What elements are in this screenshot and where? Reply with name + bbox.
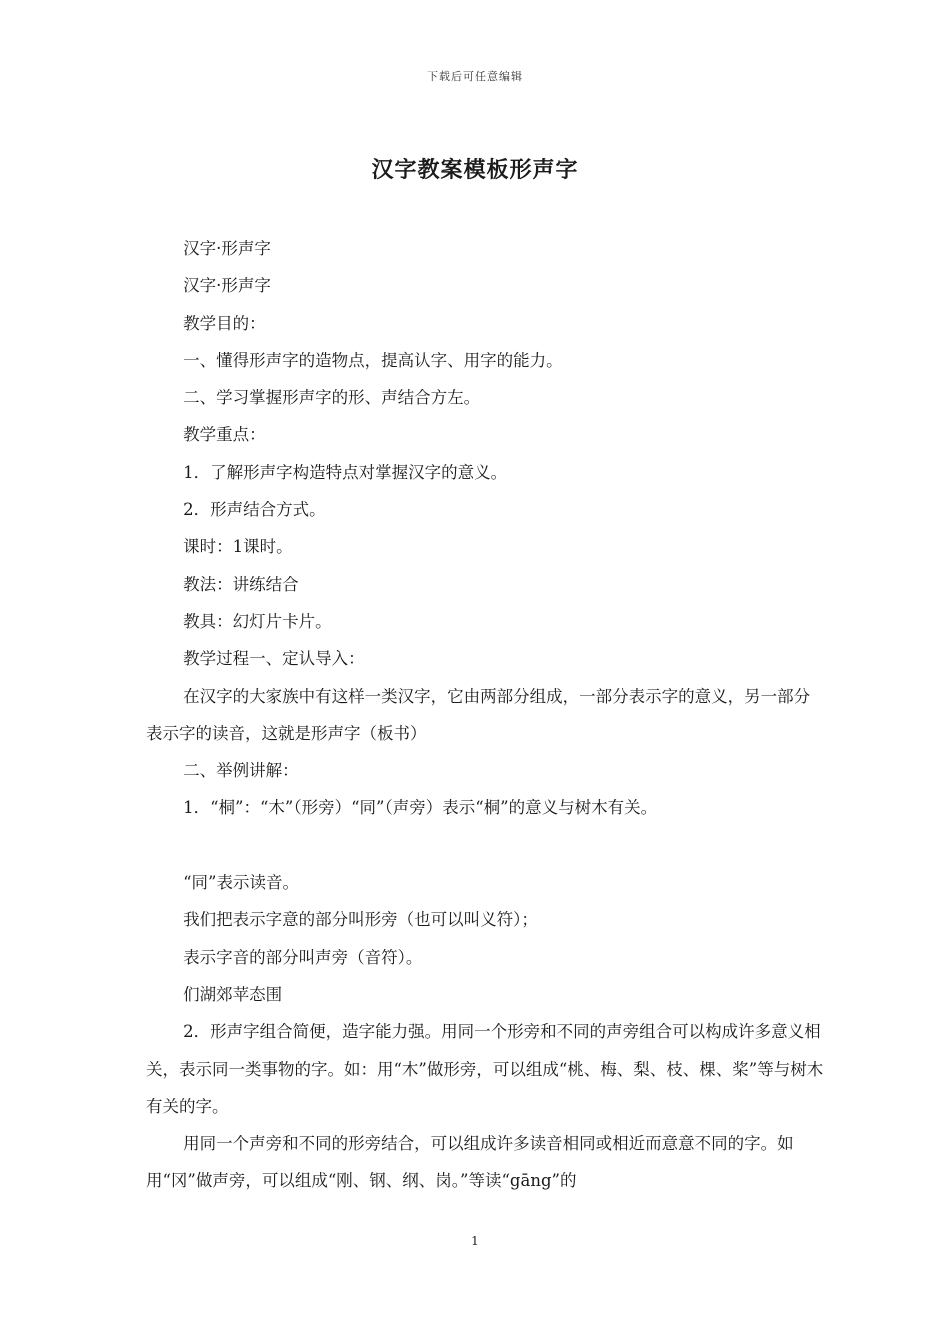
paragraph: 一、懂得形声字的造物点，提高认字、用字的能力。 [183,350,563,370]
paragraph: 2．形声结合方式。 [183,500,326,520]
paragraph: 1．“桐”：“木”（形旁）“同”（声旁）表示“桐”的意义与树木有关。 [183,798,658,818]
paragraph: 们湖郊苹态围 [183,984,283,1004]
paragraph: 二、学习掌握形声字的形、声结合方左。 [183,388,481,408]
paragraph: 汉字·形声字 [183,239,271,258]
paragraph: “同”表示读音。 [183,873,299,893]
paragraph: 课时：1课时。 [183,537,293,557]
paragraph: 二、举例讲解： [183,761,299,781]
document-title: 汉字教案模板形声字 [371,157,579,183]
paragraph: 教学重点： [183,425,266,445]
paragraph: 教学过程一、定认导入： [183,649,365,669]
paragraph: 汉字·形声字 [183,276,271,296]
paragraph: 教具：幻灯片卡片。 [183,611,332,631]
paragraph: 用同一个声旁和不同的形旁结合，可以组成许多读音相同或相近而意意不同的字。如用“冈”做声旁，可以组成“刚、钢、纲、岗。”等读“gāng”的 [146,1134,794,1191]
paragraph: 在汉字的大家族中有这样一类汉字，它由两部分组成，一部分表示字的意义，另一部分表示字的读音，这就是形声字（板书） [146,686,811,743]
document-body [146,230,826,1200]
page-number: 1 [471,1234,479,1248]
paragraph: 2．形声字组合简便，造字能力强。用同一个形旁和不同的声旁组合可以构成许多意义相关，表示同一类事物的字。如：用“木”做形旁，可以组成“桃、梅、梨、枝、棵、桨”等与树木有关的字。 [146,1022,824,1116]
paragraph: 教法：讲练结合 [183,574,299,594]
paragraph: 表示字音的部分叫声旁（音符）。 [183,947,423,967]
paragraph: 1．了解形声字构造特点对掌握汉字的意义。 [183,462,508,482]
page-header: 下载后可任意编辑 [427,70,523,83]
paragraph: 教学目的： [183,313,266,333]
paragraph: 我们把表示字意的部分叫形旁（也可以叫义符）； [183,910,538,930]
